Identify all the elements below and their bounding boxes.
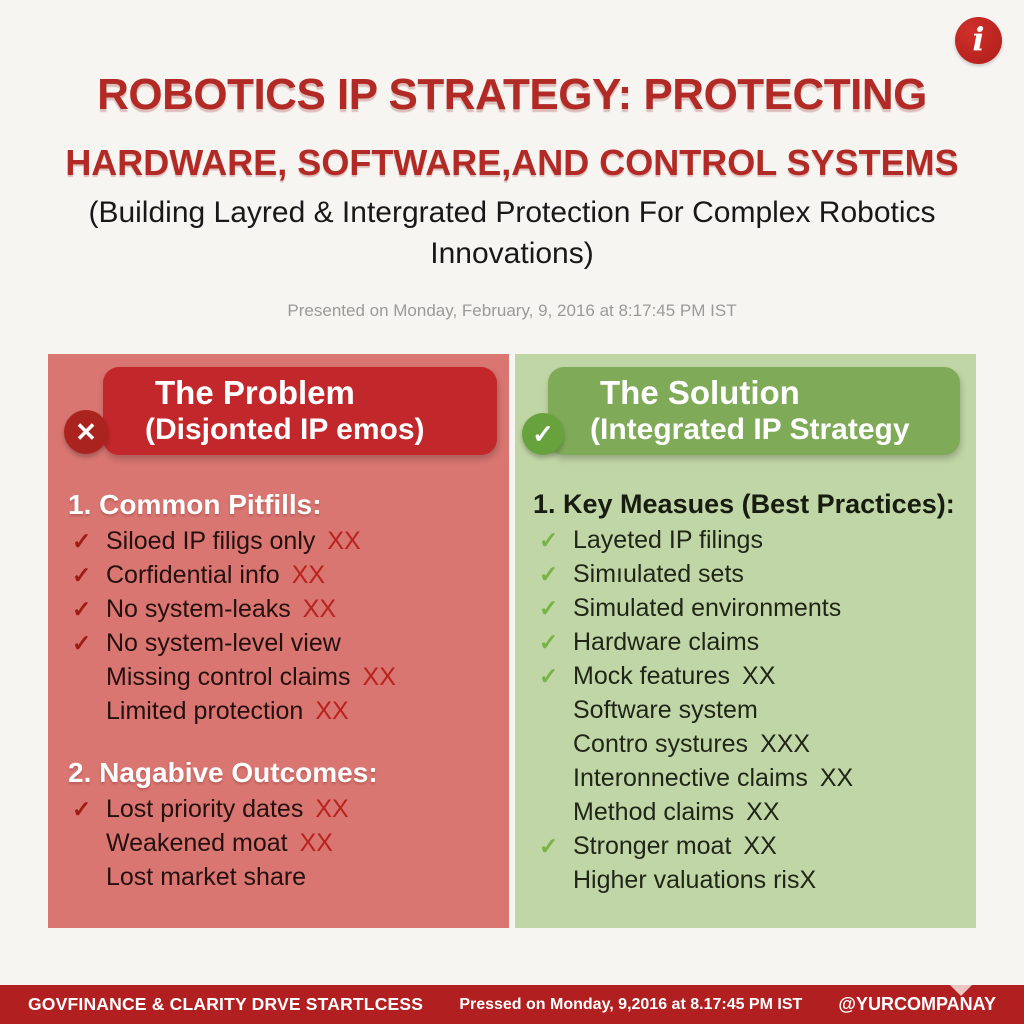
check-icon: ✓: [539, 663, 559, 689]
info-icon: [955, 17, 1002, 64]
item-text: Higher valuations risX: [573, 866, 817, 894]
item-mark: XX: [362, 663, 396, 691]
footer-left-text: GOVFINANCE & CLARITY DRVE STARTLCESS: [28, 994, 424, 1014]
item-text: Corfidential info: [106, 561, 280, 589]
item-mark: XX: [315, 697, 349, 725]
list-item: [515, 866, 976, 900]
check-circle-icon: ✓: [522, 413, 564, 455]
item-mark: XX: [743, 832, 777, 860]
check-icon: ✓: [539, 595, 559, 621]
item-mark: XX: [302, 595, 337, 623]
item-mark: XX: [291, 561, 326, 589]
list-item: [48, 629, 509, 663]
footer-center-text: Pressed on Monday, 9,2016 at 8.17:45 PM IST: [459, 995, 803, 1013]
problem-header: [103, 367, 497, 455]
item-mark: XXX: [760, 730, 811, 758]
item-text: Weakened moat: [106, 829, 288, 857]
item-mark: XX: [327, 527, 361, 555]
item-text: Siloed IP filigs only: [106, 527, 316, 555]
title-block: [0, 70, 1024, 275]
item-mark: XX: [746, 798, 780, 826]
solution-header-subtitle: (Integrated IP Strategy: [590, 412, 910, 446]
check-icon: ✓: [72, 596, 92, 622]
list-item: [515, 764, 976, 798]
info-icon-glyph: i: [972, 20, 985, 58]
list-item: [515, 526, 976, 560]
item-text: Simulated environments: [573, 594, 842, 622]
list-item: [515, 594, 976, 628]
list-item: [515, 628, 976, 662]
item-text: Stronger moat: [573, 832, 732, 860]
item-text: Limited protection: [106, 697, 304, 725]
problem-title: The Problem: [155, 374, 355, 412]
presented-line: Presented on Monday, February, 9, 2016 at 8:17:45 PM IST: [287, 301, 737, 320]
item-text: Mock features: [573, 662, 731, 690]
item-text: Hardware claims: [573, 628, 760, 656]
item-text: Lost market share: [106, 863, 307, 891]
footer-right-text: @YURCOMPANAY: [838, 994, 996, 1014]
item-mark: XX: [819, 764, 854, 792]
solution-header: [548, 367, 960, 455]
item-mark: XX: [299, 829, 333, 857]
check-icon: ✓: [539, 833, 559, 859]
footer-notch: [950, 985, 972, 996]
item-text: Lost priority dates: [106, 795, 304, 823]
check-icon: ✓: [539, 527, 559, 553]
list-item: [515, 696, 976, 730]
check-icon: ✓: [539, 561, 559, 587]
solution-title: The Solution: [600, 374, 800, 412]
comparison-columns: [48, 354, 976, 928]
list-item: [515, 730, 976, 764]
list-item: [515, 560, 976, 594]
item-text: Simıulated sets: [573, 560, 744, 588]
item-text: Method claims: [573, 798, 735, 826]
footer-bar: [0, 985, 1024, 1024]
problem-header-subtitle: (Disjonted IP emos): [145, 412, 425, 446]
list-item: [48, 561, 509, 595]
list-item: [48, 863, 509, 897]
section-heading: 1. Key Measues (Best Practices):: [533, 489, 955, 519]
check-icon: ✓: [539, 629, 559, 655]
section-heading: 1. Common Pitfills:: [68, 489, 322, 520]
item-text: No system-leaks: [106, 595, 291, 623]
solution-column: [515, 354, 976, 928]
page-title: ROBOTICS IP STRATEGY: PROTECTING: [97, 70, 927, 119]
list-item: [48, 595, 509, 629]
item-mark: XX: [315, 795, 349, 823]
list-item: [515, 832, 976, 866]
section-heading: 2. Nagabive Outcomes:: [68, 757, 378, 788]
item-text: Contro systures: [573, 730, 749, 758]
x-circle-icon: ✕: [64, 410, 108, 454]
list-item: [515, 798, 976, 832]
problem-column: [48, 354, 509, 928]
page-subtitle: (Building Layred & Intergrated Protection For Complex Robotics Innovations): [88, 196, 936, 271]
item-text: Missing control claims: [106, 663, 351, 691]
list-item: [48, 795, 509, 829]
item-text: Interonnective claims: [573, 764, 808, 792]
list-item: [48, 527, 509, 561]
check-icon: ✓: [72, 796, 92, 822]
list-item: [48, 663, 509, 697]
check-icon: ✓: [72, 528, 92, 554]
item-mark: XX: [742, 662, 776, 690]
item-text: No system-level view: [106, 629, 341, 657]
item-text: Software system: [573, 696, 758, 724]
list-item: [48, 697, 509, 731]
list-item: [515, 662, 976, 696]
check-icon: ✓: [72, 562, 92, 588]
item-text: Layeted IP filings: [573, 526, 763, 554]
list-item: [48, 829, 509, 863]
page-title-line2: HARDWARE, SOFTWARE,AND CONTROL SYSTEMS: [65, 142, 959, 183]
check-icon: ✓: [72, 630, 92, 656]
